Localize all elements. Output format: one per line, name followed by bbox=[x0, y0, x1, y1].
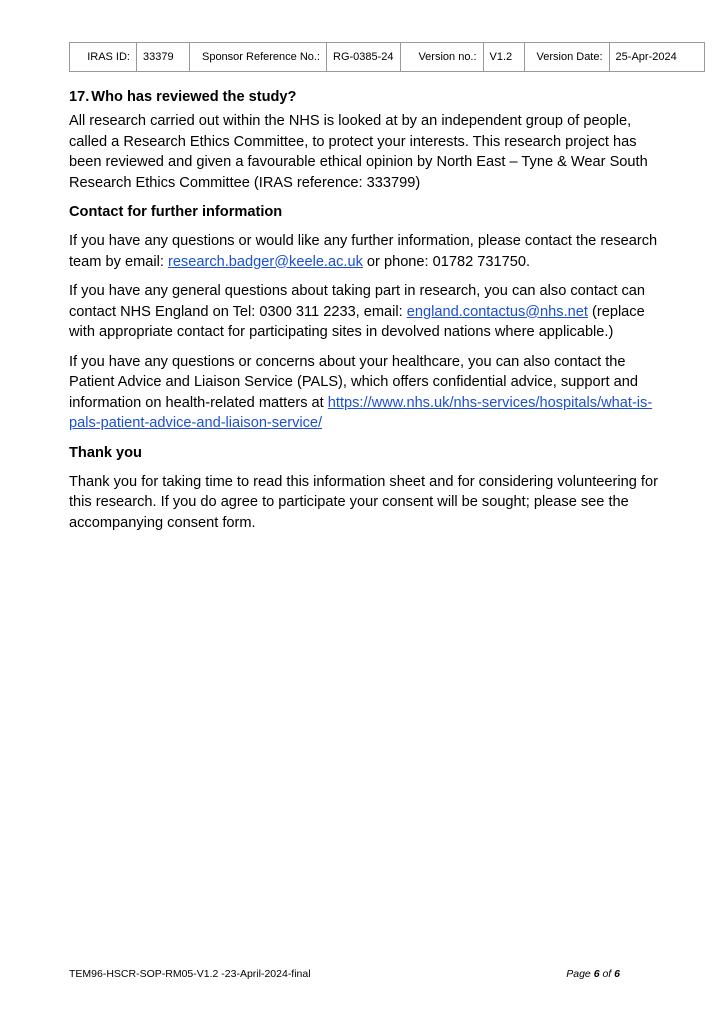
contact-paragraph-1 bbox=[69, 231, 659, 272]
pals-website-link[interactable]: https://www.nhs.uk/nhs-services/hospitals/what-is-pals-patient-advice-and-liaison-service/ bbox=[69, 394, 653, 431]
footer-page-number bbox=[566, 968, 620, 980]
section-17-title: Who has reviewed the study? bbox=[91, 89, 297, 105]
version-number-value: V1.2 bbox=[483, 43, 524, 72]
header-row bbox=[70, 43, 705, 72]
version-date-label: Version Date: bbox=[524, 43, 609, 72]
version-number-label: Version no.: bbox=[400, 43, 483, 72]
page-content bbox=[69, 87, 659, 542]
sponsor-reference-value: RG-0385-24 bbox=[327, 43, 401, 72]
contact-p1-text: If you have any questions or would like any further information, please contact the research team by email: bbox=[69, 233, 658, 270]
page-of: of bbox=[602, 968, 612, 980]
footer-document-id: TEM96-HSCR-SOP-RM05-V1.2 -23-April-2024-final bbox=[69, 968, 311, 980]
thank-you-heading: Thank you bbox=[69, 444, 142, 461]
section-17-body: All research carried out within the NHS is looked at by an independent group of people, called a Research Ethics Committee, to protect your interests. This research project has been reviewed and given a favourable ethical opinion by North East – Tyne & Wear South Research Ethics Committee (IRAS reference: 333799) bbox=[69, 113, 648, 191]
nhs-england-email-link[interactable]: england.contactus@nhs.net bbox=[406, 303, 588, 320]
page-total: 6 bbox=[614, 968, 620, 980]
version-date-value: 25-Apr-2024 bbox=[609, 43, 704, 72]
contact-heading: Contact for further information bbox=[69, 204, 283, 220]
sponsor-reference-label: Sponsor Reference No.: bbox=[190, 43, 327, 72]
section-17-number: 17. bbox=[69, 89, 90, 105]
contact-p2-text-end: (replace with appropriate contact for participating sites in devolved nations where applicable.) bbox=[69, 303, 645, 340]
thank-you-body: Thank you for taking time to read this information sheet and for considering volunteering for this research. If you do agree to participate your consent will be sought; please see the accompanying consent form. bbox=[69, 473, 658, 531]
research-team-email-link[interactable]: research.badger@keele.ac.uk bbox=[167, 253, 363, 270]
contact-paragraph-3 bbox=[69, 352, 659, 434]
contact-paragraph-2 bbox=[69, 281, 659, 343]
document-header-table bbox=[69, 42, 705, 72]
contact-p1-text-end: or phone: 01782 731750. bbox=[362, 253, 531, 270]
contact-p3-text: If you have any questions or concerns about your healthcare, you can also contact the Patient Advice and Liaison Service (PALS), which offers confidential advice, support and information on health-related matters at bbox=[69, 353, 638, 411]
iras-id-label: IRAS ID: bbox=[70, 43, 137, 72]
page-current: 6 bbox=[593, 968, 600, 980]
page-word: Page bbox=[566, 968, 591, 980]
iras-id-value: 33379 bbox=[137, 43, 190, 72]
contact-p2-text: If you have any general questions about taking part in research, you can also contact can contact NHS England on Tel: 0300 311 2233, email: bbox=[69, 283, 646, 320]
section-17-heading bbox=[69, 87, 659, 107]
